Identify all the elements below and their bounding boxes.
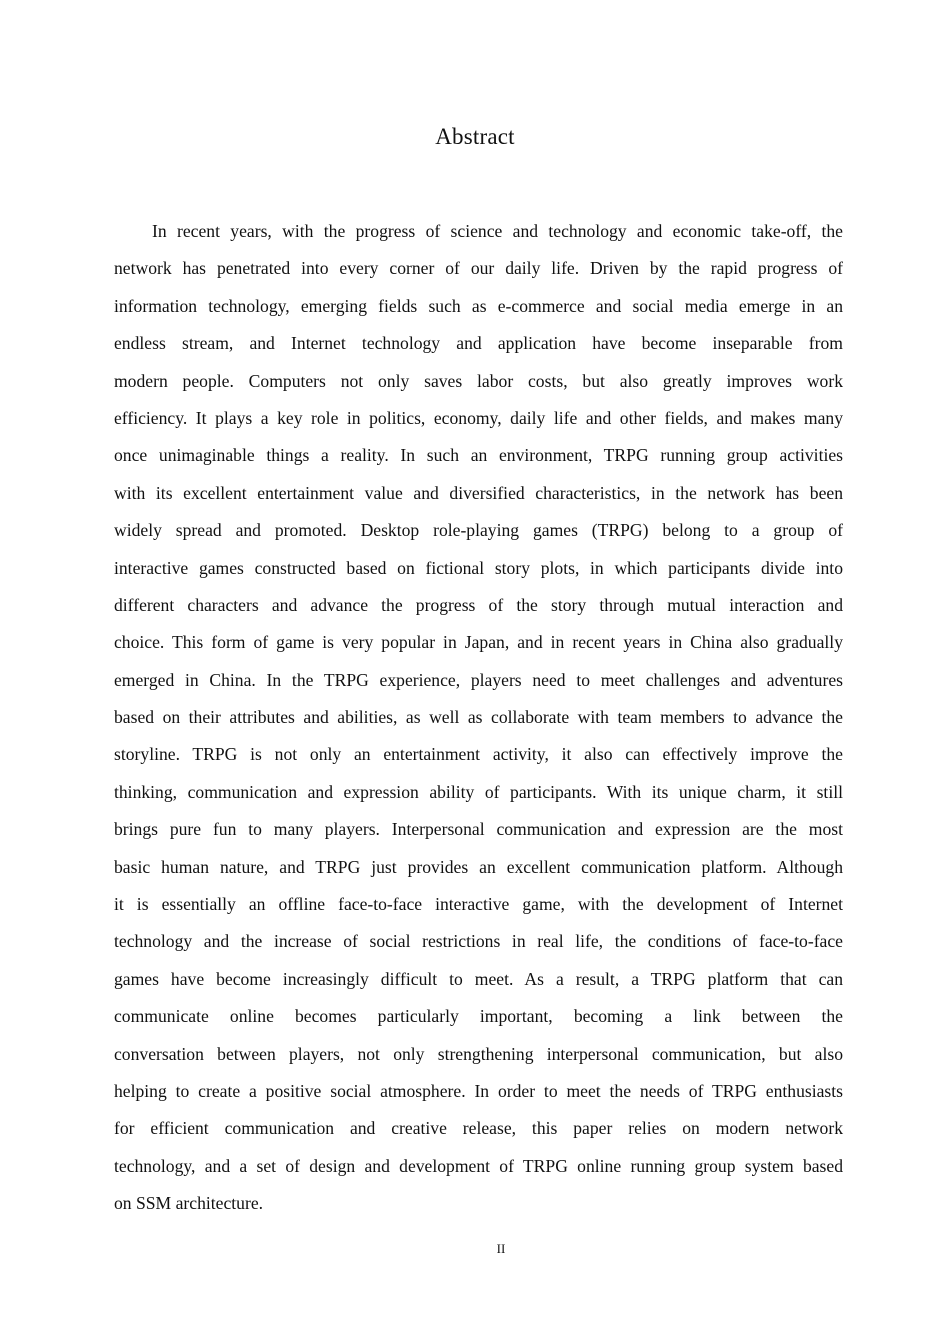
abstract-line: choice. This form of game is very popular in Japan, and in recent years in China also gradually: [114, 632, 843, 653]
abstract-line: information technology, emerging fields such as e-commerce and social media emerge in an: [114, 295, 843, 316]
abstract-line: helping to create a positive social atmosphere. In order to meet the needs of TRPG enthusiasts: [114, 1080, 843, 1101]
abstract-line: technology and the increase of social restrictions in real life, the conditions of face-to-face: [114, 931, 843, 952]
abstract-line: conversation between players, not only strengthening interpersonal communication, but also: [114, 1043, 843, 1064]
abstract-line: technology, and a set of design and development of TRPG online running group system based: [114, 1155, 843, 1176]
abstract-line: emerged in China. In the TRPG experience, players need to meet challenges and adventures: [114, 669, 843, 690]
abstract-line: on SSM architecture.: [114, 1193, 264, 1214]
abstract-line: endless stream, and Internet technology and application have become inseparable from: [114, 333, 843, 354]
abstract-line: efficiency. It plays a key role in politics, economy, daily life and other fields, and makes many: [114, 407, 843, 428]
abstract-line: basic human nature, and TRPG just provides an excellent communication platform. Although: [114, 856, 843, 877]
abstract-line: thinking, communication and expression ability of participants. With its unique charm, it still: [114, 781, 843, 802]
abstract-line: storyline. TRPG is not only an entertainment activity, it also can effectively improve the: [114, 744, 843, 765]
abstract-line: In recent years, with the progress of science and technology and economic take-off, the: [152, 221, 843, 241]
abstract-heading: Abstract: [435, 124, 515, 149]
abstract-line: games have become increasingly difficult to meet. As a result, a TRPG platform that can: [114, 968, 843, 989]
abstract-paragraph: [114, 215, 843, 1225]
abstract-line: for efficient communication and creative release, this paper relies on modern network: [114, 1118, 843, 1139]
page-number: II: [496, 1241, 506, 1256]
abstract-line: interactive games constructed based on fictional story plots, in which participants divide into: [114, 557, 843, 578]
abstract-line: modern people. Computers not only saves labor costs, but also greatly improves work: [114, 370, 843, 391]
abstract-line: different characters and advance the progress of the story through mutual interaction and: [114, 594, 843, 615]
abstract-line: once unimaginable things a reality. In such an environment, TRPG running group activities: [114, 445, 843, 466]
abstract-line: brings pure fun to many players. Interpersonal communication and expression are the most: [114, 819, 843, 840]
abstract-line: widely spread and promoted. Desktop role-playing games (TRPG) belong to a group of: [114, 520, 843, 541]
abstract-line: with its excellent entertainment value and diversified characteristics, in the network has been: [114, 482, 843, 503]
abstract-line: based on their attributes and abilities, as well as collaborate with team members to advance the: [114, 707, 843, 728]
abstract-line: communicate online becomes particularly important, becoming a link between the: [114, 1006, 843, 1027]
abstract-line: it is essentially an offline face-to-face interactive game, with the development of Internet: [114, 894, 843, 915]
abstract-line: network has penetrated into every corner of our daily life. Driven by the rapid progress of: [114, 258, 843, 279]
